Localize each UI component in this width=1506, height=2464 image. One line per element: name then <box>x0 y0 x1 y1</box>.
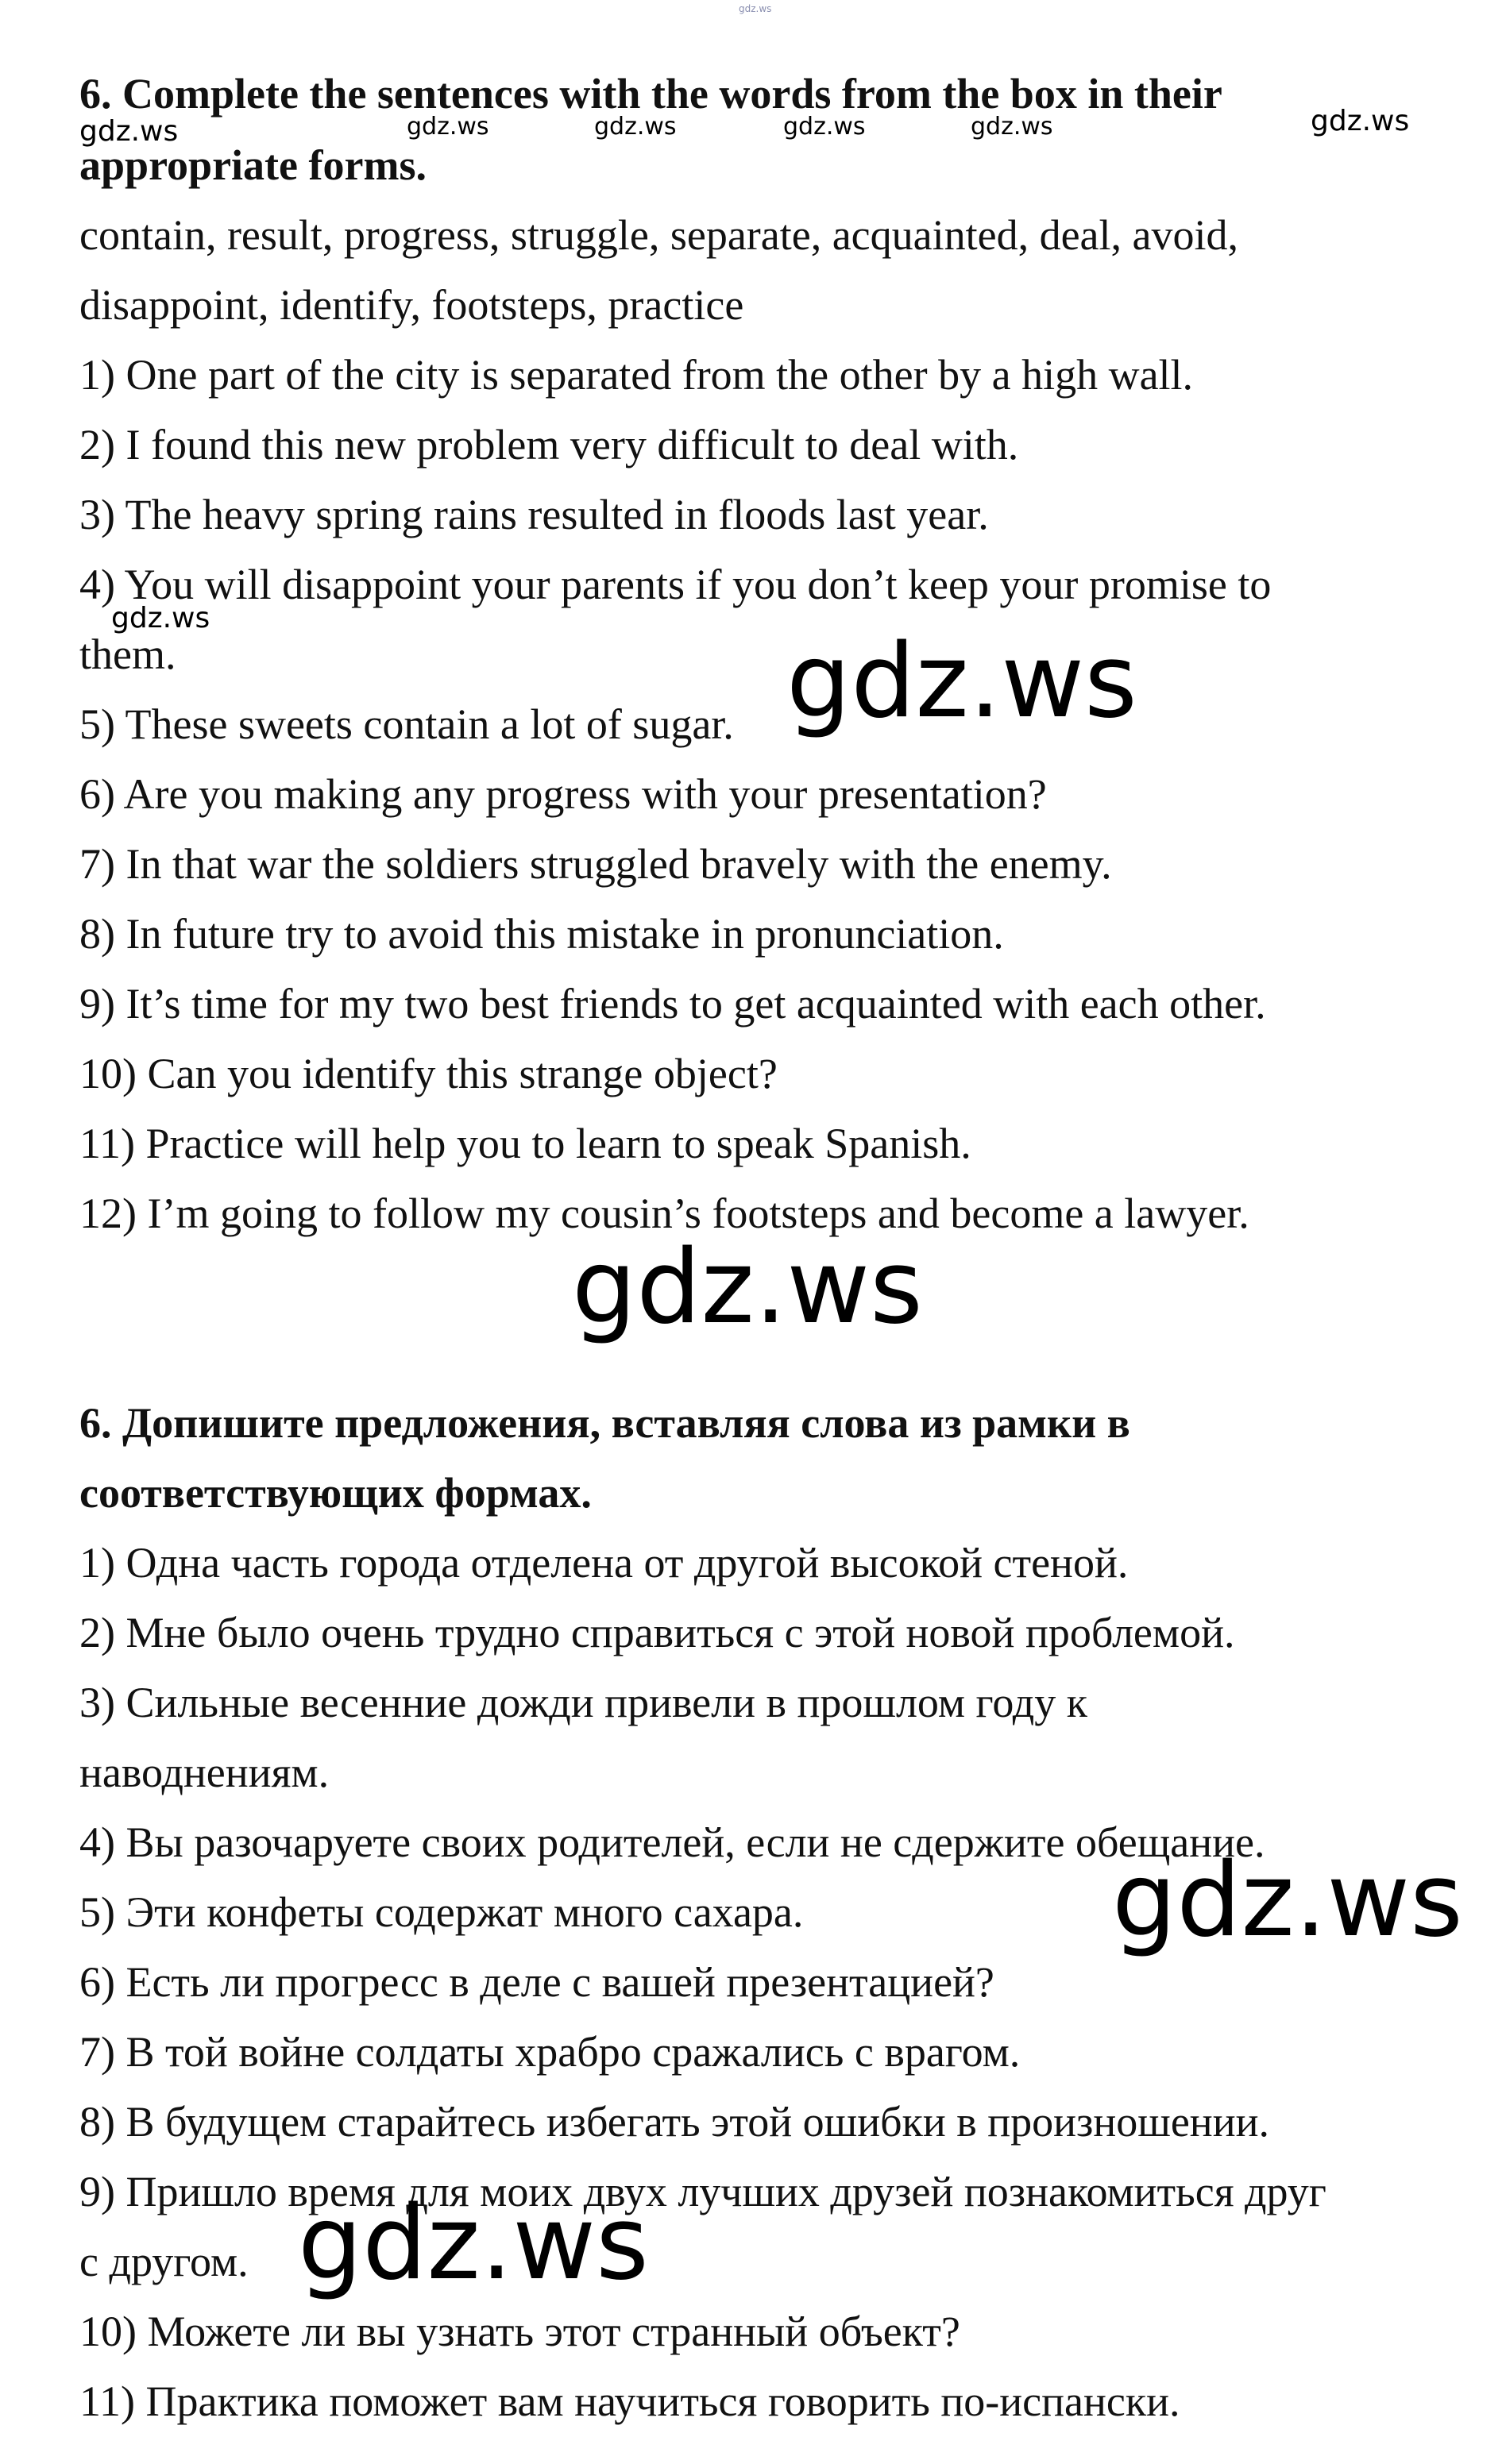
sentence-en-2: 2) I found this new problem very difficult to deal with. <box>79 421 1019 469</box>
sentence-ru-4: 4) Вы разочаруете своих родителей, если не сдержите обещание. <box>79 1818 1265 1866</box>
sentence-en-4: 4) You will disappoint your parents if you don’t keep your promise to <box>79 561 1272 608</box>
watermark-small-4: gdz.ws <box>783 113 866 141</box>
sentence-en-12: 12) I’m going to follow my cousin’s footsteps and become a lawyer. <box>79 1190 1249 1237</box>
watermark-large-4: gdz.ws <box>298 2184 649 2303</box>
watermark-small-2: gdz.ws <box>407 113 489 141</box>
watermark-small-7: gdz.ws <box>111 602 210 634</box>
sentence-en-5: 5) These sweets contain a lot of sugar. <box>79 700 734 748</box>
word-box-line2: disappoint, identify, footsteps, practice <box>79 281 744 329</box>
sentence-ru-3-continued: наводнениям. <box>79 1749 330 1796</box>
sentence-ru-2: 2) Мне было очень трудно справиться с этой новой проблемой. <box>79 1609 1235 1656</box>
sentence-ru-6: 6) Есть ли прогресс в деле с вашей презентацией? <box>79 1958 994 2006</box>
exercise-heading-ru-line2: соответствующих формах. <box>79 1469 592 1517</box>
sentence-ru-7: 7) В той войне солдаты храбро сражались с врагом. <box>79 2028 1021 2076</box>
watermark-small-5: gdz.ws <box>971 113 1053 141</box>
watermark-small-6: gdz.ws <box>1311 105 1410 137</box>
sentence-en-10: 10) Can you identify this strange object? <box>79 1050 778 1097</box>
sentence-ru-11: 11) Практика поможет вам научиться говорить по-испански. <box>79 2377 1180 2425</box>
exercise-heading-ru-line1: 6. Допишите предложения, вставляя слова из рамки в <box>79 1399 1130 1447</box>
sentence-ru-5: 5) Эти конфеты содержат много сахара. <box>79 1888 804 1936</box>
watermark-top: gdz.ws <box>739 3 772 14</box>
sentence-en-7: 7) In that war the soldiers struggled bravely with the enemy. <box>79 840 1112 888</box>
word-box-line1: contain, result, progress, struggle, separate, acquainted, deal, avoid, <box>79 211 1239 259</box>
sentence-en-3: 3) The heavy spring rains resulted in floods last year. <box>79 491 989 538</box>
watermark-large-1: gdz.ws <box>786 623 1137 741</box>
sentence-ru-9: 9) Пришло время для моих двух лучших друзей познакомиться друг <box>79 2168 1326 2215</box>
sentence-en-4-continued: them. <box>79 630 176 678</box>
watermark-large-3: gdz.ws <box>1112 1841 1463 1960</box>
sentence-ru-9-continued: с другом. <box>79 2238 249 2285</box>
sentence-en-1: 1) One part of the city is separated from the other by a high wall. <box>79 351 1194 399</box>
exercise-heading-en-line1: 6. Complete the sentences with the words from the box in their <box>79 70 1222 118</box>
sentence-en-11: 11) Practice will help you to learn to speak Spanish. <box>79 1120 971 1167</box>
watermark-small-1: gdz.ws <box>79 115 179 148</box>
watermark-large-2: gdz.ws <box>572 1228 923 1347</box>
sentence-en-9: 9) It’s time for my two best friends to get acquainted with each other. <box>79 980 1266 1028</box>
sentence-ru-10: 10) Можете ли вы узнать этот странный объект? <box>79 2308 960 2355</box>
sentence-ru-3: 3) Сильные весенние дожди привели в прошлом году к <box>79 1679 1087 1726</box>
exercise-heading-en-line2: appropriate forms. <box>79 141 427 189</box>
sentence-ru-1: 1) Одна часть города отделена от другой высокой стеной. <box>79 1539 1129 1587</box>
watermark-small-3: gdz.ws <box>594 113 677 141</box>
sentence-en-8: 8) In future try to avoid this mistake in pronunciation. <box>79 910 1004 958</box>
sentence-en-6: 6) Are you making any progress with your presentation? <box>79 770 1047 818</box>
sentence-ru-8: 8) В будущем старайтесь избегать этой ошибки в произношении. <box>79 2098 1269 2146</box>
